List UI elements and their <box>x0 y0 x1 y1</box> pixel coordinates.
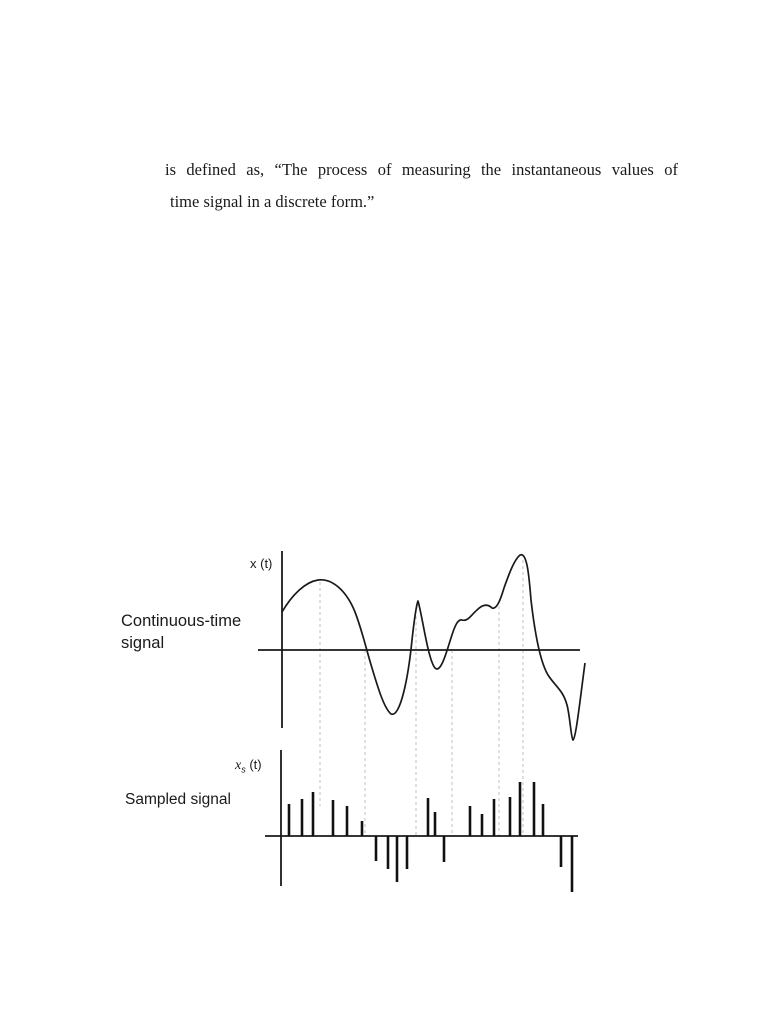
paragraph-line-2: time signal in a discrete form.” <box>170 192 375 211</box>
continuous-axis-label: x (t) <box>250 556 273 571</box>
sampled-axis-arg: (t) <box>249 757 262 772</box>
paragraph-line-1: is defined as, “The process of measuring the instantaneous values of <box>165 160 678 179</box>
sampled-signal-label: Sampled signal <box>125 791 231 808</box>
continuous-signal-label-line1: Continuous-time <box>121 612 242 630</box>
sampled-axis-label <box>235 757 262 775</box>
continuous-signal-label <box>121 610 241 654</box>
sampled-axis-sub: s <box>241 764 246 775</box>
continuous-waveform <box>282 555 585 740</box>
continuous-signal-label-line2: signal <box>121 634 165 652</box>
sampled-axis-var: x <box>235 758 242 773</box>
sample-stems <box>289 782 572 892</box>
